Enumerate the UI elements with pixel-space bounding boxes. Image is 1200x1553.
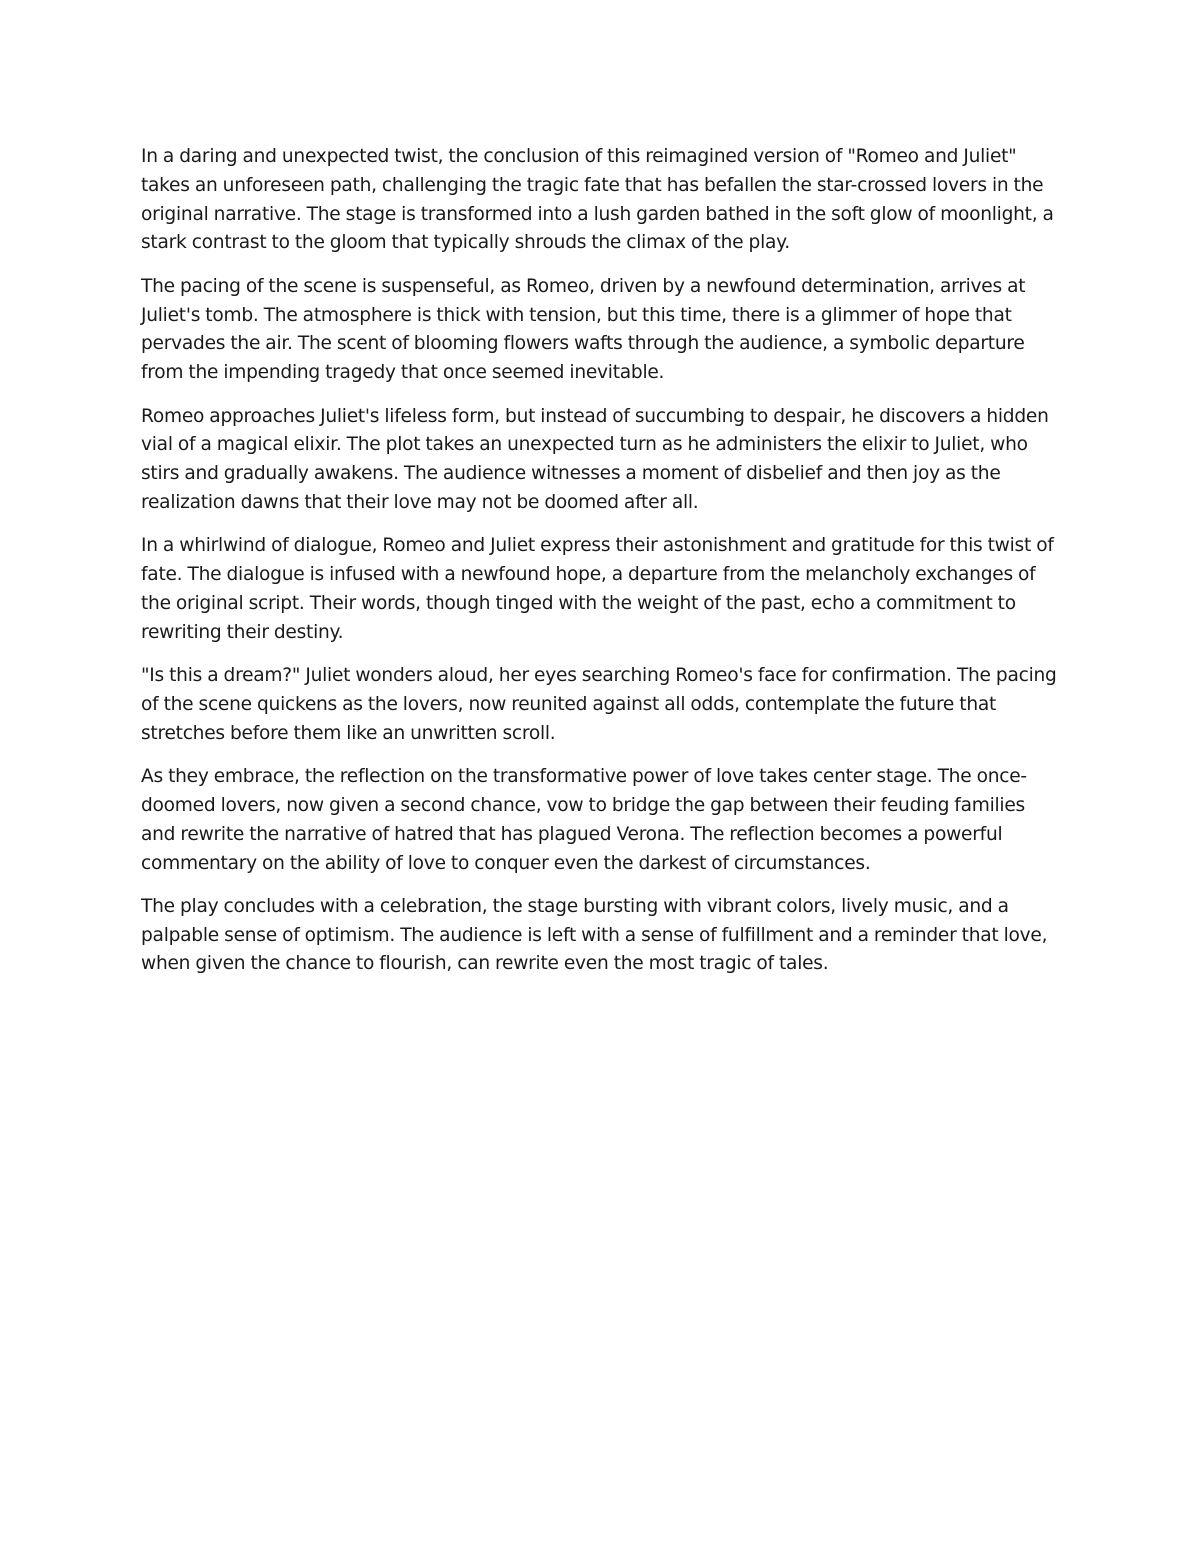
paragraph-6: As they embrace, the reflection on the transformative power of love takes center stage. The once-doomed lovers, now given a second chance, vow to bridge the gap between their feuding families and rewrite the narrative of hatred that has plagued Verona. The reflection becomes a powerful commentary on the ability of love to conquer even the darkest of circumstances. <box>141 766 1027 874</box>
paragraph-3: Romeo approaches Juliet's lifeless form, but instead of succumbing to despair, he discovers a hidden vial of a magical elixir. The plot takes an unexpected turn as he administers the elixir to Juliet, who stirs and gradually awakens. The audience witnesses a moment of disbelief and then joy as the realization dawns that their love may not be doomed after all. <box>141 405 1049 513</box>
paragraph-4: In a whirlwind of dialogue, Romeo and Juliet express their astonishment and gratitude for this twist of fate. The dialogue is infused with a newfound hope, a departure from the melancholy exchanges of the original script. Their words, though tinged with the weight of the past, echo a commitment to rewriting their destiny. <box>141 535 1054 643</box>
paragraph-2: The pacing of the scene is suspenseful, as Romeo, driven by a newfound determination, arrives at Juliet's tomb. The atmosphere is thick with tension, but this time, there is a glimmer of hope that pervades the air. The scent of blooming flowers wafts through the audience, a symbolic departure from the impending tragedy that once seemed inevitable. <box>141 275 1026 384</box>
paragraph-7: The play concludes with a celebration, the stage bursting with vibrant colors, lively music, and a palpable sense of optimism. The audience is left with a sense of fulfillment and a reminder that love, when given the chance to flourish, can rewrite even the most tragic of tales. <box>141 895 1048 975</box>
paragraph-5: "Is this a dream?" Juliet wonders aloud, her eyes searching Romeo's face for confirmation. The pacing of the scene quickens as the lovers, now reunited against all odds, contemplate the future that stretches before them like an unwritten scroll. <box>141 665 1057 744</box>
paragraph-1: In a daring and unexpected twist, the conclusion of this reimagined version of "Romeo and Juliet" takes an unforeseen path, challenging the tragic fate that has befallen the star-crossed lovers in the original narrative. The stage is transformed into a lush garden bathed in the soft glow of moonlight, a stark contrast to the gloom that typically shrouds the climax of the play. <box>141 146 1054 254</box>
document-body <box>141 143 1061 994</box>
